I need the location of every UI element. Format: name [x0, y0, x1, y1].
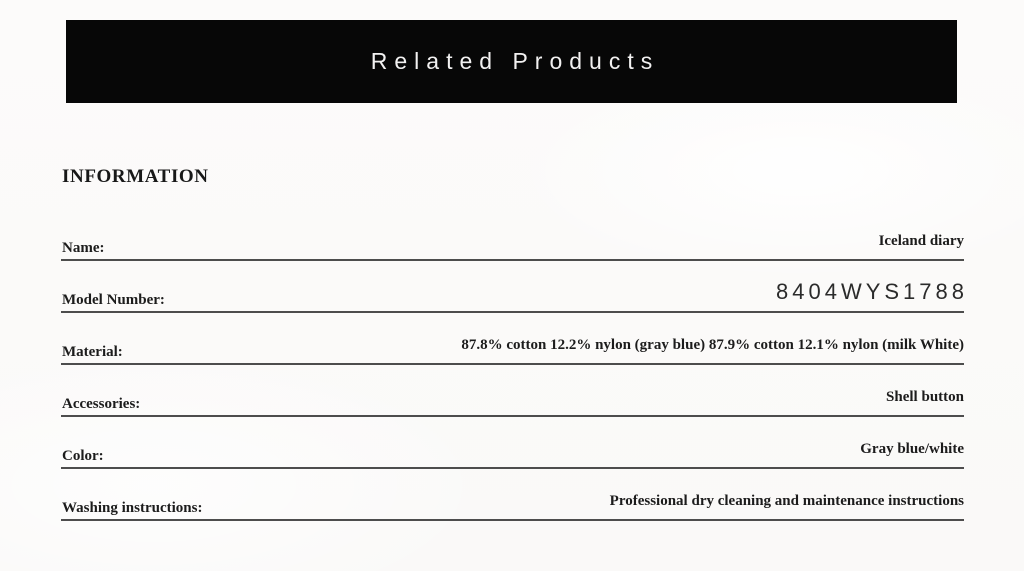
- name-value: Iceland diary: [878, 232, 964, 249]
- accessories-label: Accessories:: [62, 395, 141, 412]
- information-heading: INFORMATION: [62, 165, 209, 187]
- color-value: Gray blue/white: [860, 440, 964, 457]
- accessories-value: Shell button: [886, 388, 964, 405]
- info-row-model-number: [61, 261, 968, 313]
- material-value: 87.8% cotton 12.2% nylon (gray blue) 87.9% cotton 12.1% nylon (milk White): [461, 336, 964, 353]
- product-info-table: [61, 209, 968, 521]
- name-label: Name:: [62, 239, 105, 256]
- info-row-name: [61, 209, 964, 261]
- model-number-value: 8404WYS1788: [776, 278, 968, 304]
- color-label: Color:: [62, 447, 104, 464]
- model-number-label: Model Number:: [62, 291, 165, 308]
- info-row-color: [61, 417, 964, 469]
- washing-instructions-label: Washing instructions:: [62, 499, 203, 516]
- info-row-material: [61, 313, 964, 365]
- related-products-banner: [66, 20, 957, 103]
- material-label: Material:: [62, 343, 123, 360]
- washing-instructions-value: Professional dry cleaning and maintenance instructions: [609, 492, 964, 509]
- banner-title: Related Products: [370, 48, 660, 74]
- info-row-accessories: [61, 365, 964, 417]
- info-row-washing-instructions: [61, 469, 964, 521]
